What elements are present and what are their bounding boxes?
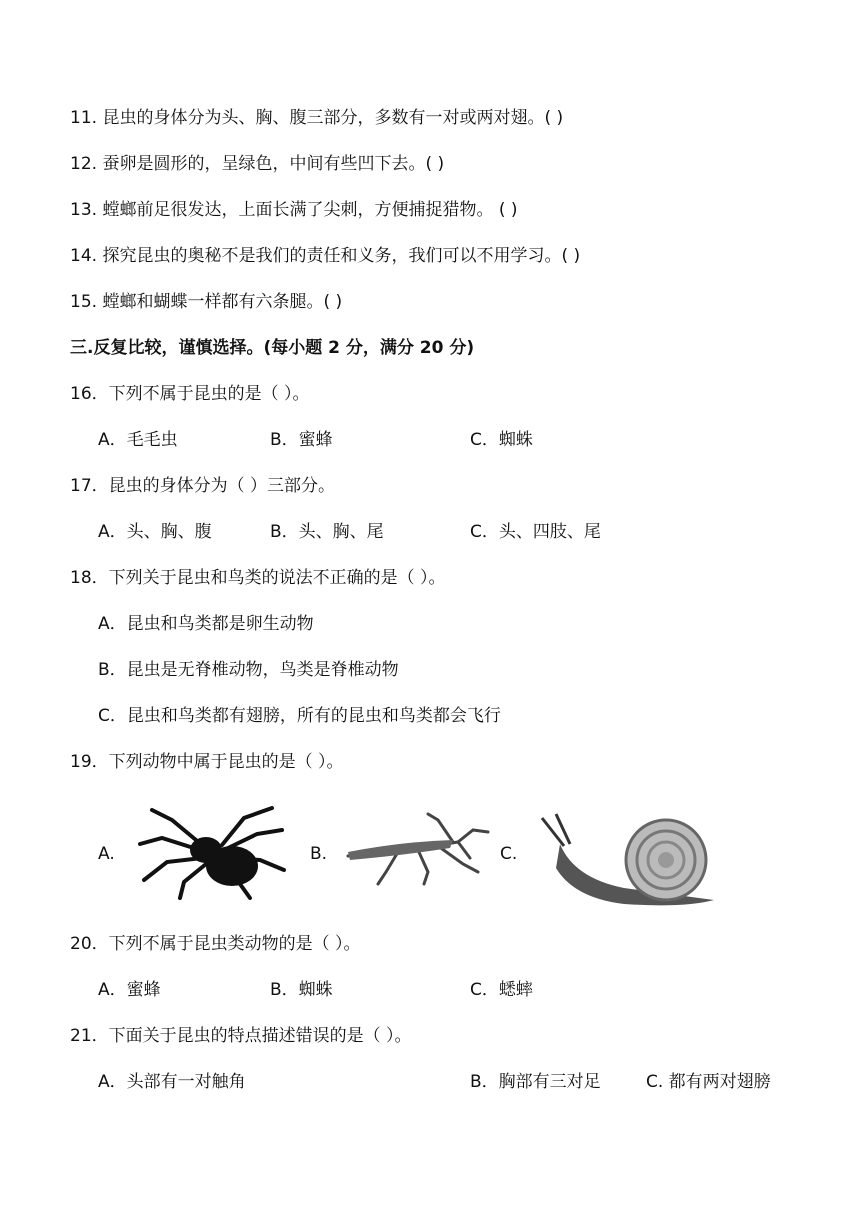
question-16: 16．下列不属于昆虫的是（ ）。 bbox=[70, 384, 310, 404]
option-b: B．头、胸、尾 bbox=[270, 522, 384, 542]
option-a: A. bbox=[98, 844, 115, 864]
option-a: A．头、胸、腹 bbox=[98, 522, 212, 542]
option-b: B．昆虫是无脊椎动物，鸟类是脊椎动物 bbox=[98, 660, 399, 680]
option-c: C．头、四肢、尾 bbox=[470, 522, 601, 542]
question-number: 12. bbox=[70, 154, 98, 174]
question-text: 蚕卵是圆形的，呈绿色，中间有些凹下去。( ) bbox=[102, 154, 445, 174]
question-19: 19．下列动物中属于昆虫的是（ ）。 bbox=[70, 752, 344, 772]
option-b: B. bbox=[310, 844, 328, 864]
option-b: B．蜘蛛 bbox=[270, 980, 333, 1000]
question-number: 11. bbox=[70, 108, 98, 128]
question-17: 17．昆虫的身体分为（ ）三部分。 bbox=[70, 476, 336, 496]
option-a: A．毛毛虫 bbox=[98, 430, 178, 450]
question-20: 20．下列不属于昆虫类动物的是（ ）。 bbox=[70, 934, 361, 954]
question-11 bbox=[70, 106, 563, 130]
option-c: C. bbox=[500, 844, 518, 864]
option-a: A．蜜蜂 bbox=[98, 980, 161, 1000]
question-text: 探究昆虫的奥秘不是我们的责任和义务，我们可以不用学习。( ) bbox=[102, 246, 581, 266]
spider-icon bbox=[132, 800, 292, 900]
question-13 bbox=[70, 198, 518, 222]
option-a: A．头部有一对触角 bbox=[98, 1072, 246, 1092]
question-21: 21．下面关于昆虫的特点描述错误的是（ ）。 bbox=[70, 1026, 412, 1046]
snail-icon bbox=[534, 808, 724, 908]
option-b: B．胸部有三对足 bbox=[470, 1072, 601, 1092]
option-c: C. 都有两对翅膀 bbox=[646, 1072, 771, 1092]
question-number: 14. bbox=[70, 246, 98, 266]
section-heading: 三.反复比较，谨慎选择。(每小题 2 分，满分 20 分) bbox=[70, 338, 475, 358]
mantis-icon bbox=[338, 812, 498, 892]
question-14 bbox=[70, 244, 580, 268]
question-text: 螳螂前足很发达，上面长满了尖刺，方便捕捉猎物。 ( ) bbox=[102, 200, 518, 220]
option-a: A．昆虫和鸟类都是卵生动物 bbox=[98, 614, 314, 634]
option-c: C．蜘蛛 bbox=[470, 430, 533, 450]
question-12 bbox=[70, 152, 444, 176]
question-text: 昆虫的身体分为头、胸、腹三部分，多数有一对或两对翅。( ) bbox=[102, 108, 564, 128]
option-b: B．蜜蜂 bbox=[270, 430, 333, 450]
question-number: 13. bbox=[70, 200, 98, 220]
question-15 bbox=[70, 290, 342, 314]
question-number: 15. bbox=[70, 292, 98, 312]
option-c: C．昆虫和鸟类都有翅膀，所有的昆虫和鸟类都会飞行 bbox=[98, 706, 501, 726]
question-text: 螳螂和蝴蝶一样都有六条腿。( ) bbox=[102, 292, 343, 312]
option-c: C．蟋蟀 bbox=[470, 980, 533, 1000]
question-18: 18．下列关于昆虫和鸟类的说法不正确的是（ ）。 bbox=[70, 568, 446, 588]
